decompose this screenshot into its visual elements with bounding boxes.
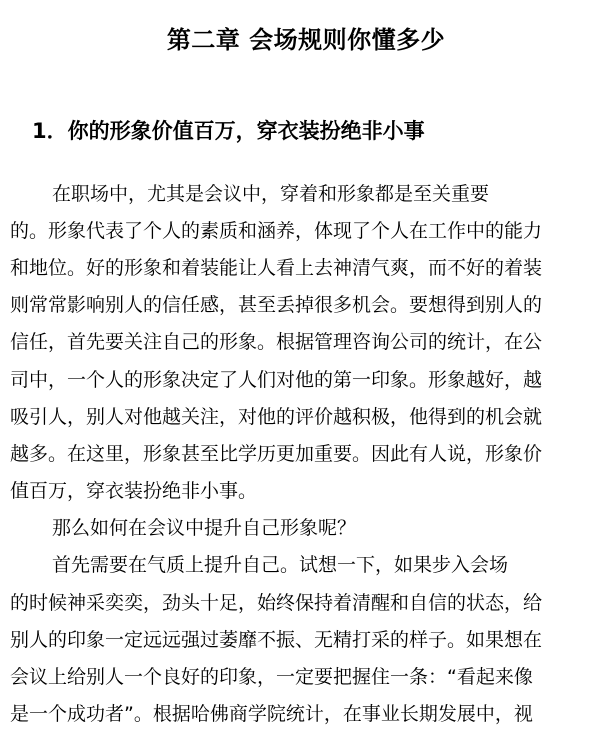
paragraph-line: 吸引人，别人对他越关注，对他的评价越积极，他得到的机会就 — [10, 406, 543, 428]
paragraph-line: 是一个成功者”。根据哈佛商学院统计，在事业长期发展中，视 — [10, 703, 533, 725]
paragraph-line: 在职场中，尤其是会议中，穿着和形象都是至关重要 — [52, 183, 490, 205]
paragraph-line: 则常常影响别人的信任感，甚至丢掉很多机会。要想得到别人的 — [10, 294, 543, 316]
paragraph-line: 别人的印象一定远远强过萎靡不振、无精打采的样子。如果想在 — [10, 629, 543, 651]
paragraph-line: 首先需要在气质上提升自己。试想一下，如果步入会场 — [52, 554, 509, 576]
paragraph-line: 的时候神采奕奕，劲头十足，始终保持着清醒和自信的状态，给 — [10, 592, 543, 614]
paragraph-line: 信任，首先要关注自己的形象。根据管理咨询公司的统计，在公 — [10, 331, 543, 353]
section-heading: 1．你的形象价值百万，穿衣装扮绝非小事 — [32, 119, 425, 143]
paragraph-line: 值百万，穿衣装扮绝非小事。 — [10, 480, 258, 502]
paragraph-line: 那么如何在会议中提升自己形象呢？ — [52, 517, 357, 539]
paragraph-line: 会议上给别人一个良好的印象，一定要把握住一条：“看起来像 — [10, 666, 533, 688]
paragraph-line: 越多。在这里，形象甚至比学历更加重要。因此有人说，形象价 — [10, 443, 543, 465]
paragraph-line: 和地位。好的形象和着装能让人看上去神清气爽，而不好的着装 — [10, 257, 543, 279]
paragraph-line: 的。形象代表了个人的素质和涵养，体现了个人在工作中的能力 — [10, 220, 543, 242]
paragraph-line: 司中，一个人的形象决定了人们对他的第一印象。形象越好，越 — [10, 369, 543, 391]
chapter-title: 第二章 会场规则你懂多少 — [166, 26, 446, 54]
